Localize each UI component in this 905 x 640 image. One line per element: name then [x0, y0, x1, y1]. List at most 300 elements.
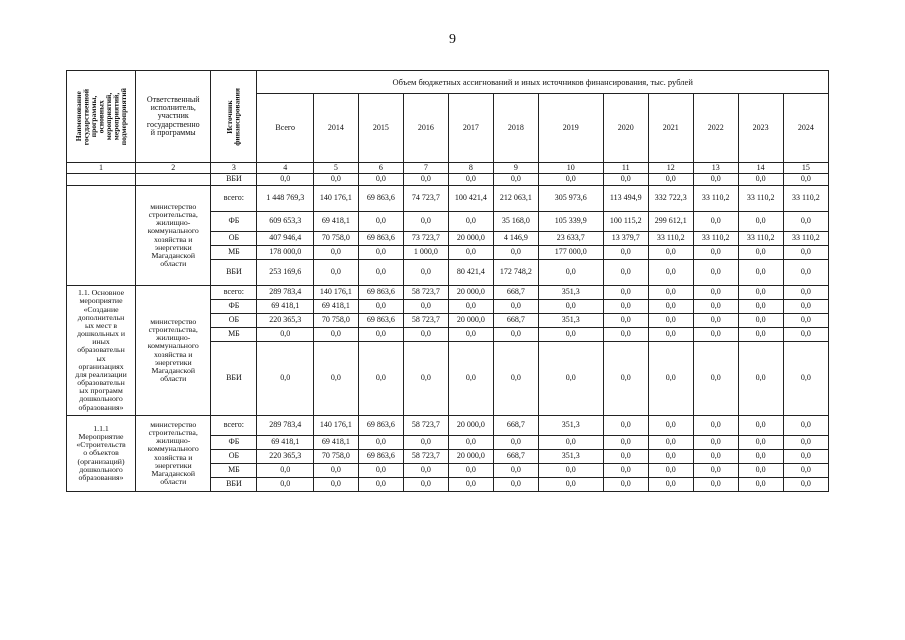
value-cell: 0,0: [648, 300, 693, 314]
value-cell: 177 000,0: [538, 246, 603, 260]
value-cell: 0,0: [358, 212, 403, 232]
funding-source-cell: ОБ: [211, 450, 257, 464]
executor-line: области: [160, 374, 187, 384]
value-cell: 0,0: [648, 260, 693, 286]
funding-source-cell: ВБИ: [211, 174, 257, 186]
value-cell: 0,0: [648, 450, 693, 464]
value-cell: 100 115,2: [603, 212, 648, 232]
measure-name-line: образования»: [78, 472, 124, 482]
header-year: 2014: [313, 94, 358, 163]
value-cell: 0,0: [693, 174, 738, 186]
value-cell: 0,0: [403, 342, 448, 416]
measure-name-line: образовательн: [77, 378, 125, 388]
value-cell: 0,0: [538, 342, 603, 416]
value-cell: 13 379,7: [603, 232, 648, 246]
header-executor-line: участник: [157, 111, 189, 121]
value-cell: 351,3: [538, 416, 603, 436]
value-cell: 0,0: [358, 260, 403, 286]
value-cell: 20 000,0: [448, 314, 493, 328]
value-cell: 0,0: [603, 260, 648, 286]
value-cell: 0,0: [648, 436, 693, 450]
value-cell: 609 653,3: [257, 212, 314, 232]
value-cell: 0,0: [403, 212, 448, 232]
value-cell: 70 758,0: [313, 232, 358, 246]
value-cell: 299 612,1: [648, 212, 693, 232]
value-cell: 0,0: [738, 314, 783, 328]
value-cell: 0,0: [693, 328, 738, 342]
value-cell: 80 421,4: [448, 260, 493, 286]
value-cell: 0,0: [603, 464, 648, 478]
header-year: 2018: [493, 94, 538, 163]
executor-line: хозяйства и: [154, 234, 193, 244]
value-cell: 58 723,7: [403, 416, 448, 436]
measure-name-line: дополнительн: [77, 312, 125, 322]
value-cell: 0,0: [257, 174, 314, 186]
value-cell: 0,0: [358, 174, 403, 186]
value-cell: 0,0: [358, 436, 403, 450]
value-cell: 0,0: [783, 300, 828, 314]
value-cell: 0,0: [738, 342, 783, 416]
header-executor-line: государственно: [146, 119, 200, 129]
value-cell: 0,0: [358, 328, 403, 342]
column-number: 13: [693, 163, 738, 174]
header-source: [211, 71, 257, 163]
value-cell: 668,7: [493, 314, 538, 328]
value-cell: 69 418,1: [313, 300, 358, 314]
header-name-line: программы,: [88, 95, 98, 138]
executor-line: Магаданской: [151, 365, 196, 375]
executor-line: энергетики: [154, 460, 192, 470]
value-cell: 0,0: [738, 260, 783, 286]
column-number: 6: [358, 163, 403, 174]
value-cell: 0,0: [603, 478, 648, 492]
executor-line: министерство: [150, 201, 197, 211]
value-cell: 0,0: [403, 174, 448, 186]
value-cell: 0,0: [313, 246, 358, 260]
value-cell: 0,0: [538, 464, 603, 478]
value-cell: 0,0: [648, 314, 693, 328]
value-cell: 70 758,0: [313, 314, 358, 328]
value-cell: 0,0: [493, 436, 538, 450]
table-row: [67, 286, 829, 300]
column-number: 8: [448, 163, 493, 174]
measure-name-line: о объектов: [83, 448, 119, 458]
value-cell: 0,0: [738, 478, 783, 492]
value-cell: 351,3: [538, 314, 603, 328]
executor-line: строительства,: [148, 427, 198, 437]
column-number: 10: [538, 163, 603, 174]
funding-source-cell: ВБИ: [211, 342, 257, 416]
value-cell: 0,0: [693, 314, 738, 328]
value-cell: 289 783,4: [257, 286, 314, 300]
column-number: 12: [648, 163, 693, 174]
value-cell: 0,0: [738, 174, 783, 186]
header-year: 2017: [448, 94, 493, 163]
value-cell: 407 946,4: [257, 232, 314, 246]
header-year: 2023: [738, 94, 783, 163]
value-cell: 0,0: [603, 314, 648, 328]
value-cell: 0,0: [538, 436, 603, 450]
value-cell: 69 863,6: [358, 286, 403, 300]
value-cell: 33 110,2: [693, 186, 738, 212]
value-cell: 0,0: [783, 246, 828, 260]
value-cell: 172 748,2: [493, 260, 538, 286]
value-cell: 0,0: [603, 286, 648, 300]
value-cell: 33 110,2: [648, 232, 693, 246]
executor-cell: [136, 174, 211, 186]
value-cell: 33 110,2: [783, 186, 828, 212]
value-cell: 0,0: [358, 342, 403, 416]
value-cell: 0,0: [448, 212, 493, 232]
measure-name-line: ых мест в: [84, 320, 118, 330]
measure-name-cell: [67, 186, 136, 286]
executor-cell: [136, 186, 211, 286]
value-cell: 0,0: [783, 436, 828, 450]
funding-source-cell: МБ: [211, 328, 257, 342]
value-cell: 0,0: [448, 464, 493, 478]
measure-name-line: иных: [92, 337, 110, 347]
value-cell: 20 000,0: [448, 450, 493, 464]
measure-name-line: дошкольного: [79, 394, 123, 404]
funding-source-cell: МБ: [211, 246, 257, 260]
executor-line: жилищно-: [156, 436, 191, 446]
measure-name-line: ых: [96, 353, 106, 363]
header-funding-title: Объем бюджетных ассигнований и иных источников финансирования, тыс. рублей: [257, 71, 829, 94]
value-cell: 0,0: [403, 464, 448, 478]
executor-line: коммунального: [147, 341, 199, 351]
header-executor: [136, 71, 211, 163]
header-name-line: мероприятий,: [103, 92, 113, 141]
funding-source-cell: всего:: [211, 416, 257, 436]
value-cell: 0,0: [738, 416, 783, 436]
header-year: 2024: [783, 94, 828, 163]
value-cell: 0,0: [448, 478, 493, 492]
executor-line: хозяйства и: [154, 349, 193, 359]
value-cell: 113 494,9: [603, 186, 648, 212]
value-cell: 69 418,1: [313, 212, 358, 232]
header-executor-line: й программы: [150, 128, 196, 138]
value-cell: 140 176,1: [313, 416, 358, 436]
value-cell: 0,0: [648, 246, 693, 260]
value-cell: 0,0: [493, 478, 538, 492]
value-cell: 20 000,0: [448, 286, 493, 300]
value-cell: 69 418,1: [257, 300, 314, 314]
value-cell: 668,7: [493, 286, 538, 300]
value-cell: 0,0: [538, 328, 603, 342]
funding-source-cell: ВБИ: [211, 478, 257, 492]
value-cell: 23 633,7: [538, 232, 603, 246]
value-cell: 351,3: [538, 450, 603, 464]
value-cell: 0,0: [648, 328, 693, 342]
value-cell: 0,0: [783, 464, 828, 478]
measure-name-cell: [67, 286, 136, 416]
value-cell: 0,0: [313, 478, 358, 492]
value-cell: 0,0: [538, 478, 603, 492]
value-cell: 0,0: [738, 212, 783, 232]
value-cell: 351,3: [538, 286, 603, 300]
value-cell: 220 365,3: [257, 314, 314, 328]
value-cell: 0,0: [257, 342, 314, 416]
measure-name-line: (организаций): [77, 456, 125, 466]
value-cell: 0,0: [313, 328, 358, 342]
header-year: 2020: [603, 94, 648, 163]
header-year: 2016: [403, 94, 448, 163]
value-cell: 0,0: [313, 464, 358, 478]
value-cell: 0,0: [313, 260, 358, 286]
funding-source-cell: всего:: [211, 286, 257, 300]
header-name-line: Наименование: [73, 91, 83, 142]
measure-name-line: дошкольных и: [77, 329, 125, 339]
measure-name-line: образования»: [78, 402, 124, 412]
value-cell: 0,0: [693, 246, 738, 260]
value-cell: 0,0: [738, 436, 783, 450]
value-cell: 0,0: [693, 436, 738, 450]
value-cell: 0,0: [693, 212, 738, 232]
header-executor-line: исполнитель,: [150, 102, 196, 112]
value-cell: 0,0: [403, 436, 448, 450]
value-cell: 0,0: [783, 416, 828, 436]
measure-name-line: «Строительств: [76, 440, 126, 450]
value-cell: 69 863,6: [358, 232, 403, 246]
measure-name-line: для реализации: [75, 369, 127, 379]
value-cell: 0,0: [493, 174, 538, 186]
value-cell: 58 723,7: [403, 314, 448, 328]
funding-source-cell: ФБ: [211, 436, 257, 450]
executor-line: Магаданской: [151, 468, 196, 478]
header-executor-line: Ответственный: [146, 94, 200, 104]
executor-line: Магаданской: [151, 250, 196, 260]
executor-line: жилищно-: [156, 218, 191, 228]
value-cell: 0,0: [738, 246, 783, 260]
value-cell: 0,0: [403, 328, 448, 342]
executor-cell: [136, 286, 211, 416]
value-cell: 35 168,0: [493, 212, 538, 232]
executor-line: коммунального: [147, 226, 199, 236]
funding-source-cell: ОБ: [211, 314, 257, 328]
value-cell: 212 063,1: [493, 186, 538, 212]
value-cell: 0,0: [313, 174, 358, 186]
measure-name-line: Мероприятие: [78, 432, 124, 442]
value-cell: 0,0: [313, 342, 358, 416]
header-year: 2015: [358, 94, 403, 163]
measure-name-cell: [67, 174, 136, 186]
value-cell: 305 973,6: [538, 186, 603, 212]
budget-table: [66, 70, 829, 492]
value-cell: 0,0: [358, 464, 403, 478]
value-cell: 0,0: [738, 286, 783, 300]
value-cell: 0,0: [783, 314, 828, 328]
value-cell: 20 000,0: [448, 232, 493, 246]
value-cell: 0,0: [493, 300, 538, 314]
column-number: 7: [403, 163, 448, 174]
value-cell: 0,0: [603, 328, 648, 342]
header-name-line: основных: [96, 100, 106, 133]
value-cell: 69 418,1: [313, 436, 358, 450]
value-cell: 0,0: [603, 342, 648, 416]
funding-source-cell: всего:: [211, 186, 257, 212]
value-cell: 0,0: [358, 300, 403, 314]
value-cell: 0,0: [648, 478, 693, 492]
value-cell: 220 365,3: [257, 450, 314, 464]
header-name-line: подмероприятий: [118, 87, 128, 146]
funding-source-cell: ФБ: [211, 212, 257, 232]
header-name: [67, 71, 136, 163]
value-cell: 0,0: [693, 300, 738, 314]
value-cell: 289 783,4: [257, 416, 314, 436]
value-cell: 0,0: [603, 300, 648, 314]
value-cell: 69 863,6: [358, 186, 403, 212]
value-cell: 33 110,2: [738, 186, 783, 212]
value-cell: 0,0: [693, 416, 738, 436]
value-cell: 0,0: [538, 174, 603, 186]
value-cell: 332 722,3: [648, 186, 693, 212]
value-cell: 0,0: [738, 450, 783, 464]
value-cell: 0,0: [603, 246, 648, 260]
value-cell: 4 146,9: [493, 232, 538, 246]
value-cell: 0,0: [648, 416, 693, 436]
column-number: 14: [738, 163, 783, 174]
column-number: 15: [783, 163, 828, 174]
value-cell: 0,0: [493, 342, 538, 416]
header-name-line: государственной: [81, 88, 91, 145]
value-cell: 0,0: [783, 286, 828, 300]
value-cell: 0,0: [783, 478, 828, 492]
measure-name-line: организациях: [78, 361, 124, 371]
executor-line: энергетики: [154, 242, 192, 252]
executor-line: строительства,: [148, 324, 198, 334]
table-row: [67, 416, 829, 436]
measure-name-line: 1.1. Основное: [77, 288, 125, 298]
value-cell: 0,0: [738, 300, 783, 314]
column-number: 2: [136, 163, 211, 174]
executor-line: министерство: [150, 419, 197, 429]
value-cell: 0,0: [648, 174, 693, 186]
executor-line: жилищно-: [156, 333, 191, 343]
value-cell: 33 110,2: [693, 232, 738, 246]
header-total: Всего: [257, 94, 314, 163]
funding-source-cell: ОБ: [211, 232, 257, 246]
value-cell: 0,0: [493, 246, 538, 260]
column-number: 4: [257, 163, 314, 174]
page-number: 9: [449, 32, 456, 47]
measure-name-line: 1.1.1: [93, 423, 109, 433]
value-cell: 0,0: [403, 478, 448, 492]
value-cell: 0,0: [783, 260, 828, 286]
value-cell: 668,7: [493, 450, 538, 464]
value-cell: 0,0: [738, 464, 783, 478]
value-cell: 70 758,0: [313, 450, 358, 464]
value-cell: 33 110,2: [783, 232, 828, 246]
value-cell: 58 723,7: [403, 286, 448, 300]
value-cell: 0,0: [648, 286, 693, 300]
header-name-line: мероприятий,: [111, 92, 121, 141]
value-cell: 0,0: [603, 174, 648, 186]
value-cell: 0,0: [358, 478, 403, 492]
value-cell: 668,7: [493, 416, 538, 436]
header-year: 2022: [693, 94, 738, 163]
value-cell: 0,0: [603, 416, 648, 436]
value-cell: 1 000,0: [403, 246, 448, 260]
value-cell: 140 176,1: [313, 286, 358, 300]
column-number: 1: [67, 163, 136, 174]
value-cell: 74 723,7: [403, 186, 448, 212]
executor-line: строительства,: [148, 209, 198, 219]
value-cell: 0,0: [448, 300, 493, 314]
value-cell: 0,0: [493, 328, 538, 342]
value-cell: 0,0: [493, 464, 538, 478]
table-row: [67, 174, 829, 186]
executor-line: министерство: [150, 316, 197, 326]
funding-source-cell: МБ: [211, 464, 257, 478]
value-cell: 0,0: [693, 260, 738, 286]
value-cell: 0,0: [538, 260, 603, 286]
header-year: 2021: [648, 94, 693, 163]
measure-name-line: ых программ: [79, 386, 123, 396]
column-number: 3: [211, 163, 257, 174]
value-cell: 58 723,7: [403, 450, 448, 464]
header-source-line: финансирования: [232, 87, 242, 146]
executor-line: хозяйства и: [154, 452, 193, 462]
measure-name-line: «Создание: [83, 304, 119, 314]
value-cell: 20 000,0: [448, 416, 493, 436]
value-cell: 253 169,6: [257, 260, 314, 286]
value-cell: 0,0: [783, 450, 828, 464]
executor-line: области: [160, 477, 187, 487]
value-cell: 0,0: [693, 342, 738, 416]
measure-name-line: мероприятие: [79, 296, 123, 306]
value-cell: 0,0: [448, 246, 493, 260]
measure-name-line: дошкольного: [79, 464, 123, 474]
value-cell: 69 418,1: [257, 436, 314, 450]
executor-cell: [136, 416, 211, 492]
value-cell: 0,0: [448, 342, 493, 416]
value-cell: 0,0: [403, 300, 448, 314]
value-cell: 0,0: [448, 436, 493, 450]
value-cell: 0,0: [693, 450, 738, 464]
value-cell: 0,0: [448, 328, 493, 342]
funding-source-cell: ВБИ: [211, 260, 257, 286]
funding-source-cell: ФБ: [211, 300, 257, 314]
executor-line: коммунального: [147, 444, 199, 454]
value-cell: 0,0: [603, 436, 648, 450]
value-cell: 100 421,4: [448, 186, 493, 212]
value-cell: 105 339,9: [538, 212, 603, 232]
value-cell: 0,0: [648, 464, 693, 478]
value-cell: 178 000,0: [257, 246, 314, 260]
value-cell: 0,0: [783, 342, 828, 416]
value-cell: 0,0: [648, 342, 693, 416]
value-cell: 1 448 769,3: [257, 186, 314, 212]
value-cell: 69 863,6: [358, 314, 403, 328]
value-cell: 140 176,1: [313, 186, 358, 212]
value-cell: 0,0: [603, 450, 648, 464]
value-cell: 0,0: [783, 174, 828, 186]
value-cell: 0,0: [448, 174, 493, 186]
value-cell: 0,0: [693, 478, 738, 492]
value-cell: 73 723,7: [403, 232, 448, 246]
executor-line: энергетики: [154, 357, 192, 367]
value-cell: 0,0: [358, 246, 403, 260]
column-number: 5: [313, 163, 358, 174]
column-number: 11: [603, 163, 648, 174]
value-cell: 0,0: [257, 464, 314, 478]
column-number: 9: [493, 163, 538, 174]
value-cell: 69 863,6: [358, 416, 403, 436]
value-cell: 0,0: [257, 478, 314, 492]
value-cell: 0,0: [403, 260, 448, 286]
value-cell: 33 110,2: [738, 232, 783, 246]
header-source-line: Источник: [225, 99, 235, 134]
